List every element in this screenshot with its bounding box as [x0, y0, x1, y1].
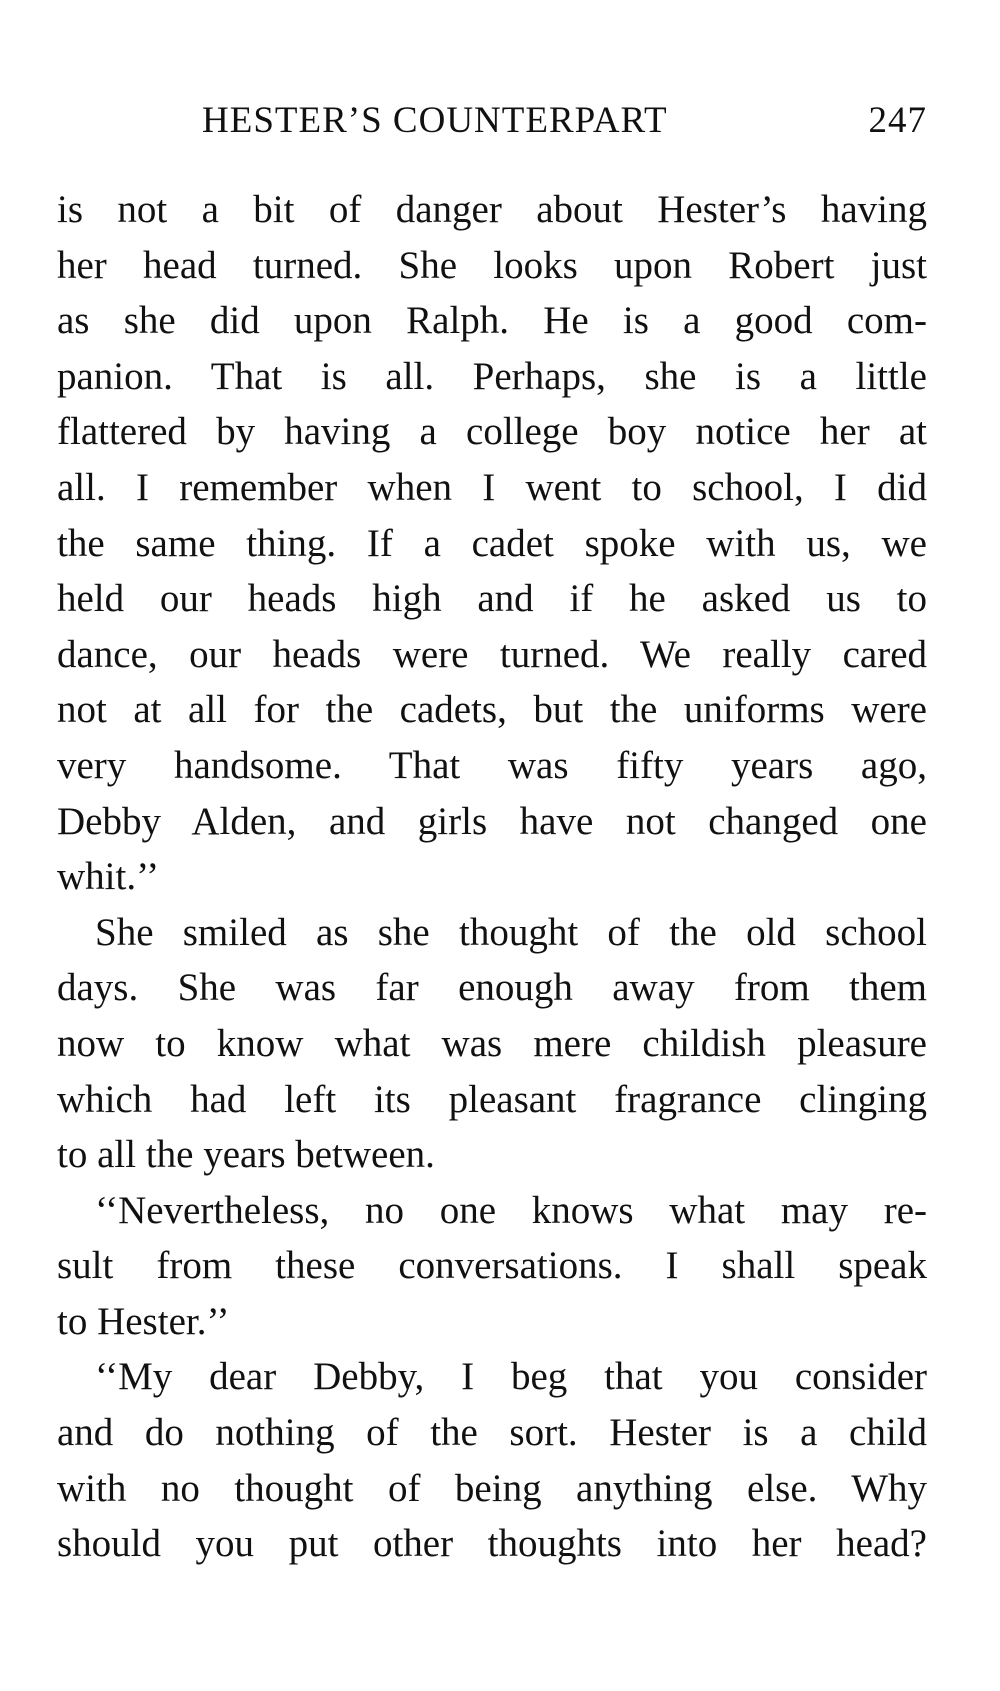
- text-line: now to know what was mere childish pleasure: [57, 1021, 927, 1065]
- text-line: is not a bit of danger about Hester’s having: [57, 188, 927, 231]
- text-line: the same thing. If a cadet spoke with us, we: [57, 521, 927, 565]
- text-line: ‘‘My dear Debby, I beg that you consider: [95, 1355, 927, 1399]
- text-line: to Hester.’’: [57, 1299, 230, 1343]
- paragraph-1: [57, 182, 927, 905]
- paragraph-2: [57, 905, 927, 1183]
- body-text: [57, 182, 927, 1572]
- text-line: to all the years between.: [57, 1133, 435, 1177]
- text-line: flattered by having a college boy notice her at: [57, 410, 927, 454]
- text-line: sult from these conversations. I shall speak: [57, 1244, 927, 1288]
- text-line: whit.’’: [57, 855, 160, 899]
- paragraph-3: [57, 1183, 927, 1350]
- text-line: held our heads high and if he asked us to: [57, 577, 927, 621]
- text-line: her head turned. She looks upon Robert just: [57, 243, 927, 287]
- text-line: and do nothing of the sort. Hester is a child: [57, 1411, 927, 1455]
- running-head: [57, 96, 927, 146]
- text-line: as she did upon Ralph. He is a good com-: [57, 299, 927, 343]
- text-line: Debby Alden, and girls have not changed one: [57, 799, 927, 843]
- text-line: should you put other thoughts into her head?: [57, 1522, 927, 1566]
- text-line: not at all for the cadets, but the uniforms were: [57, 688, 927, 732]
- text-line: dance, our heads were turned. We really cared: [57, 632, 927, 676]
- paragraph-4: [57, 1349, 927, 1571]
- text-line: all. I remember when I went to school, I did: [57, 465, 927, 509]
- text-line: which had left its pleasant fragrance clinging: [57, 1077, 927, 1121]
- text-line: ‘‘Nevertheless, no one knows what may re-: [95, 1188, 927, 1232]
- page-number: 247: [868, 100, 927, 141]
- text-line: with no thought of being anything else. Why: [57, 1466, 927, 1510]
- text-line: very handsome. That was fifty years ago,: [57, 743, 927, 787]
- running-title: HESTER’S COUNTERPART: [202, 100, 668, 141]
- text-line: She smiled as she thought of the old school: [95, 910, 927, 954]
- text-line: days. She was far enough away from them: [57, 966, 927, 1010]
- text-line: panion. That is all. Perhaps, she is a little: [57, 354, 927, 398]
